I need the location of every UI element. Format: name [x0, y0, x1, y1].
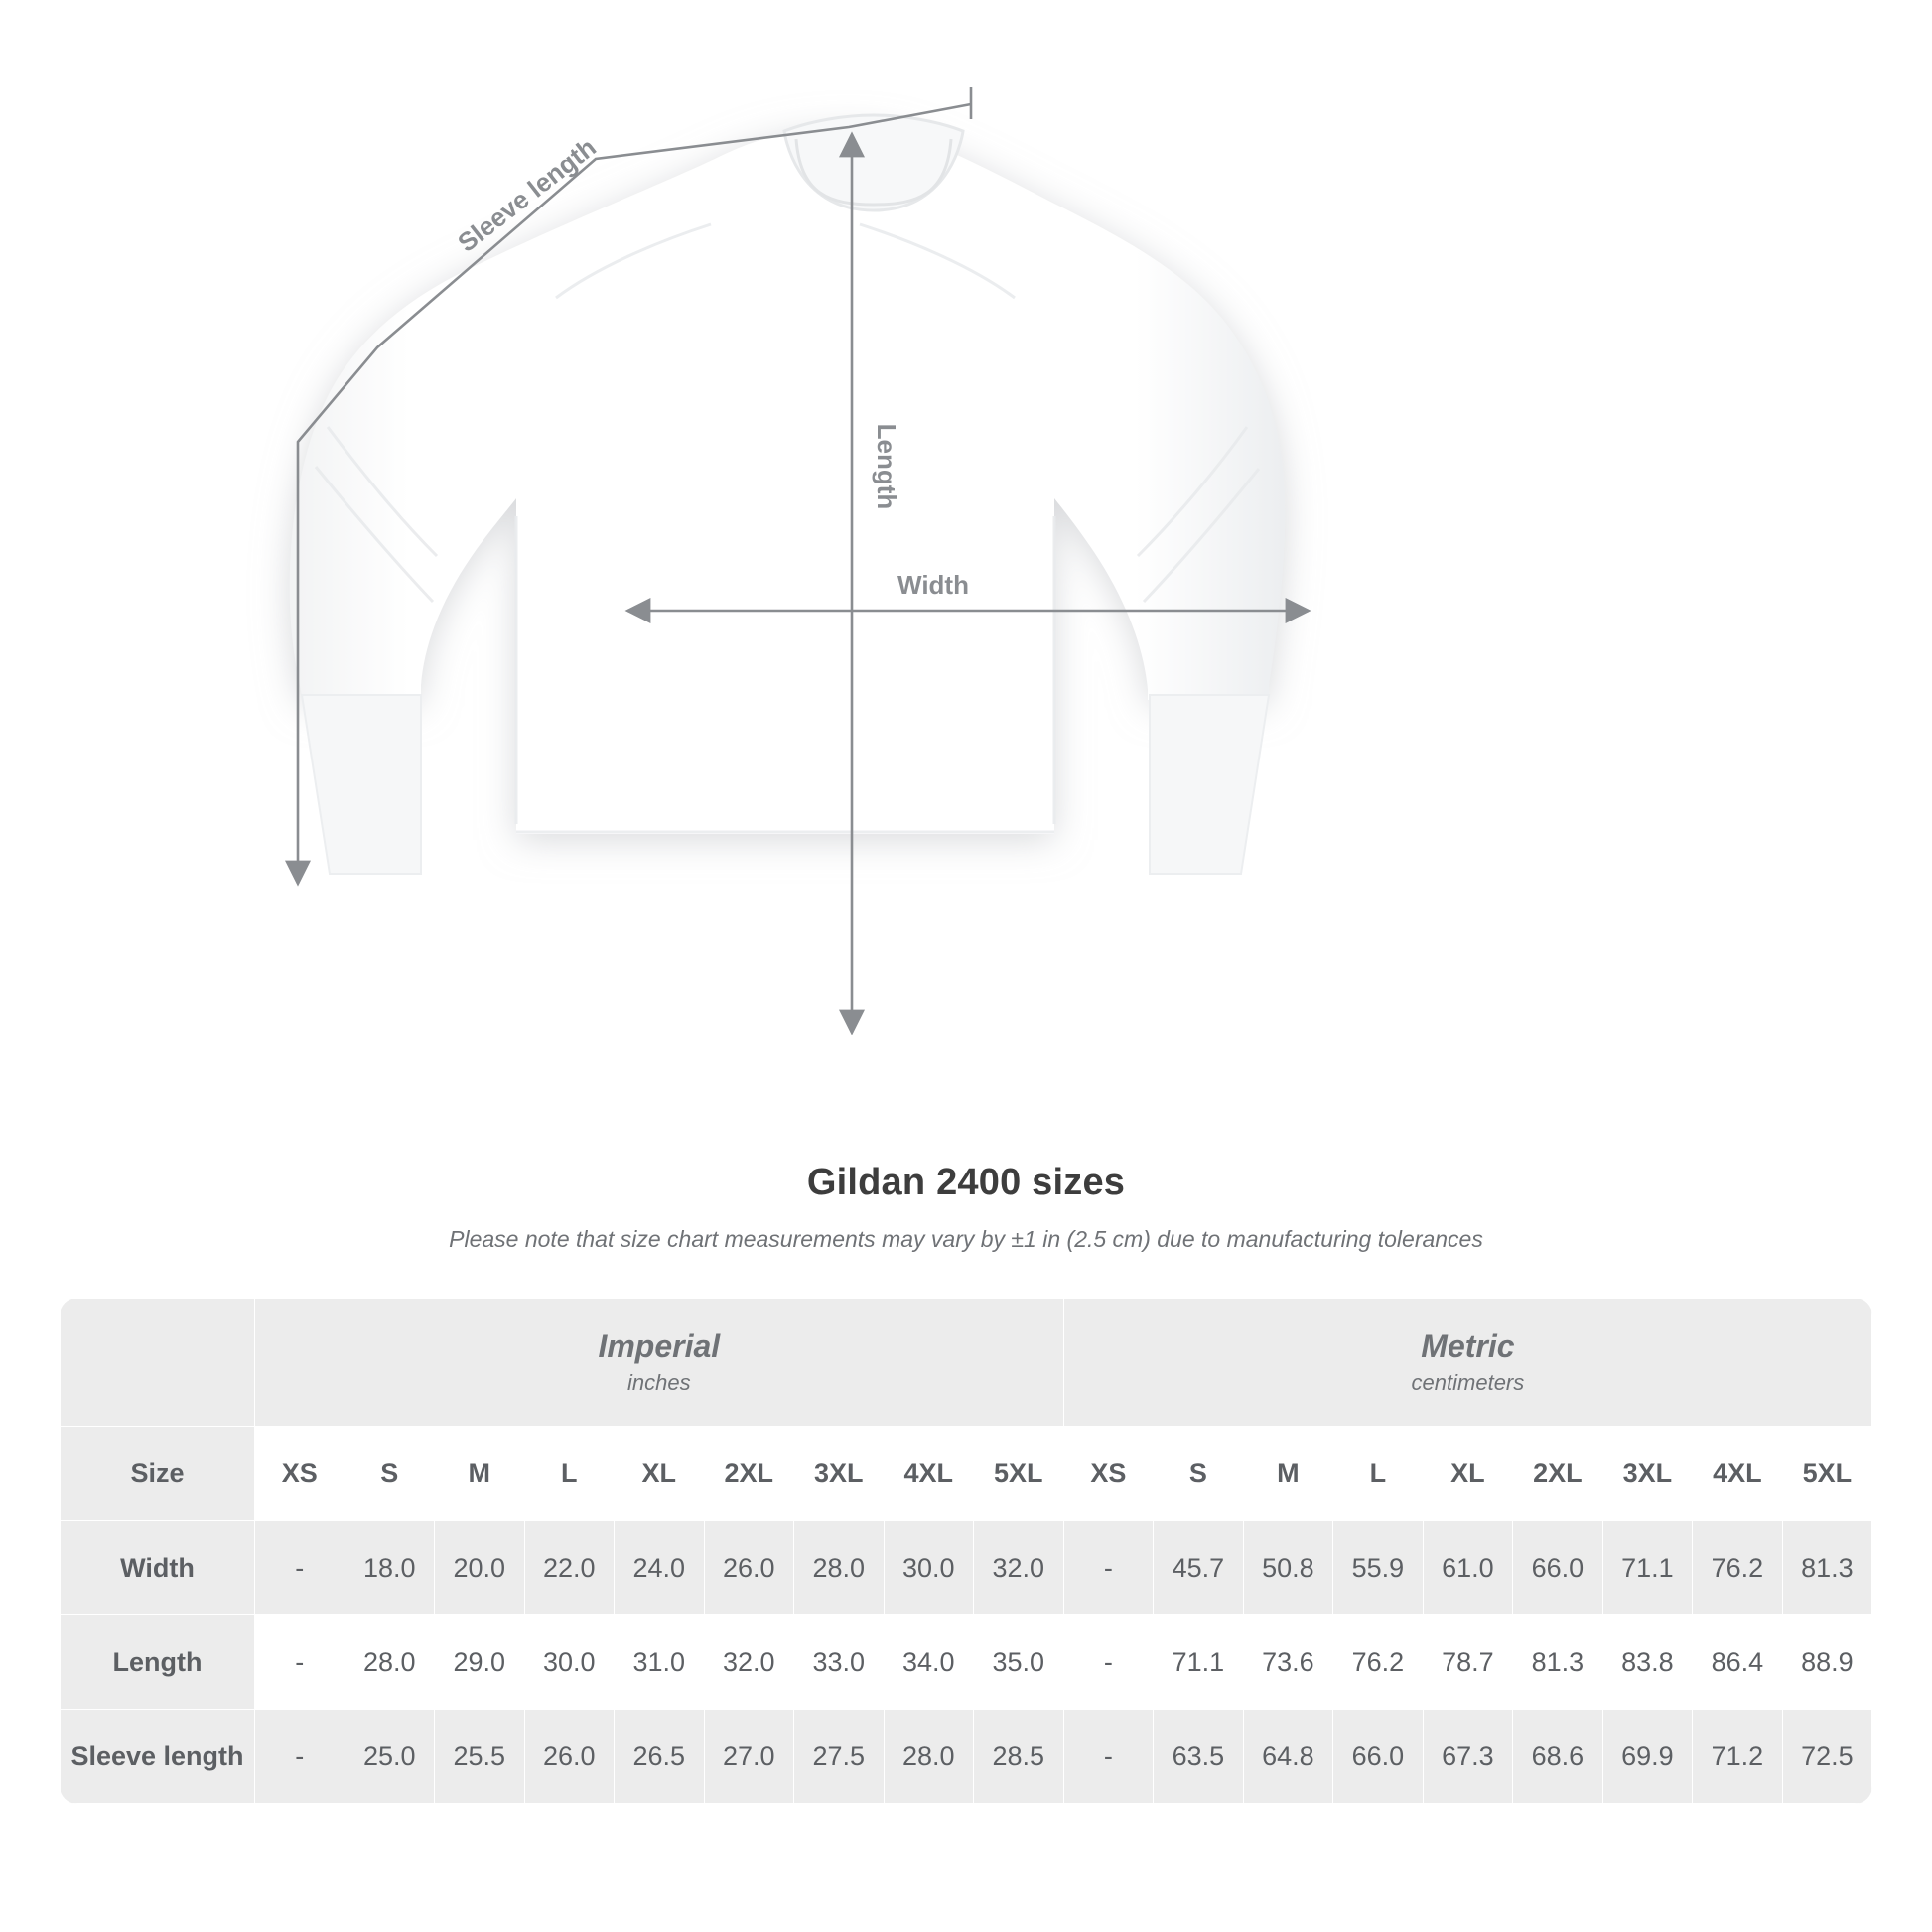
- cell-sleeve-imperial-s: 25.0: [345, 1710, 435, 1804]
- cell-length-metric-xs: -: [1063, 1615, 1154, 1710]
- cell-width-imperial-xl: 24.0: [615, 1521, 705, 1615]
- unit-group-metric-sub: centimeters: [1411, 1369, 1525, 1395]
- size-header-imperial-xl: XL: [615, 1427, 705, 1521]
- size-header-metric-xs: XS: [1063, 1427, 1154, 1521]
- cell-length-imperial-3xl: 33.0: [794, 1615, 885, 1710]
- size-header-imperial-2xl: 2XL: [704, 1427, 794, 1521]
- cell-length-metric-xl: 78.7: [1423, 1615, 1513, 1710]
- size-header-label: Size: [61, 1427, 255, 1521]
- size-header-imperial-l: L: [524, 1427, 615, 1521]
- cell-length-imperial-4xl: 34.0: [884, 1615, 974, 1710]
- cell-sleeve-imperial-2xl: 27.0: [704, 1710, 794, 1804]
- cell-sleeve-metric-5xl: 72.5: [1782, 1710, 1872, 1804]
- cell-width-imperial-2xl: 26.0: [704, 1521, 794, 1615]
- cell-width-metric-3xl: 71.1: [1602, 1521, 1693, 1615]
- unit-group-imperial-sub: inches: [627, 1369, 691, 1395]
- cell-width-metric-2xl: 66.0: [1513, 1521, 1603, 1615]
- size-header-metric-m: M: [1243, 1427, 1333, 1521]
- unit-group-metric-title: Metric: [1421, 1327, 1515, 1364]
- row-label-sleeve-length: Sleeve length: [61, 1710, 255, 1804]
- cell-width-metric-l: 55.9: [1333, 1521, 1424, 1615]
- cell-length-imperial-m: 29.0: [435, 1615, 525, 1710]
- unit-group-imperial: [255, 1299, 1064, 1427]
- width-label: Width: [897, 570, 969, 600]
- size-header-imperial-s: S: [345, 1427, 435, 1521]
- cell-width-imperial-l: 22.0: [524, 1521, 615, 1615]
- cell-sleeve-metric-l: 66.0: [1333, 1710, 1424, 1804]
- cell-width-imperial-5xl: 32.0: [974, 1521, 1064, 1615]
- size-header-imperial-m: M: [435, 1427, 525, 1521]
- unit-group-imperial-title: Imperial: [598, 1327, 721, 1364]
- cell-length-metric-3xl: 83.8: [1602, 1615, 1693, 1710]
- cell-sleeve-imperial-m: 25.5: [435, 1710, 525, 1804]
- unit-header-spacer: [61, 1299, 255, 1427]
- cell-sleeve-imperial-5xl: 28.5: [974, 1710, 1064, 1804]
- chart-title: Gildan 2400 sizes: [806, 1162, 1126, 1203]
- cell-sleeve-metric-3xl: 69.9: [1602, 1710, 1693, 1804]
- cell-sleeve-metric-m: 64.8: [1243, 1710, 1333, 1804]
- cell-length-metric-2xl: 81.3: [1513, 1615, 1603, 1710]
- size-header-metric-s: S: [1154, 1427, 1244, 1521]
- table-row: [61, 1521, 1872, 1615]
- cell-length-imperial-xl: 31.0: [615, 1615, 705, 1710]
- row-label-width: Width: [61, 1521, 255, 1615]
- cell-length-metric-l: 76.2: [1333, 1615, 1424, 1710]
- table-row: [61, 1615, 1872, 1710]
- cell-width-metric-xl: 61.0: [1423, 1521, 1513, 1615]
- cell-width-metric-4xl: 76.2: [1693, 1521, 1783, 1615]
- cell-sleeve-metric-xs: -: [1063, 1710, 1154, 1804]
- size-header-metric-l: L: [1333, 1427, 1424, 1521]
- size-header-metric-5xl: 5XL: [1782, 1427, 1872, 1521]
- cell-sleeve-imperial-4xl: 28.0: [884, 1710, 974, 1804]
- cell-sleeve-metric-4xl: 71.2: [1693, 1710, 1783, 1804]
- size-header-metric-3xl: 3XL: [1602, 1427, 1693, 1521]
- cell-sleeve-imperial-3xl: 27.5: [794, 1710, 885, 1804]
- cell-width-imperial-m: 20.0: [435, 1521, 525, 1615]
- cell-length-imperial-2xl: 32.0: [704, 1615, 794, 1710]
- length-label: Length: [872, 423, 901, 510]
- size-header-imperial-5xl: 5XL: [974, 1427, 1064, 1521]
- size-header-row: [61, 1427, 1872, 1521]
- size-table-wrapper: [60, 1298, 1872, 1804]
- cell-width-metric-m: 50.8: [1243, 1521, 1333, 1615]
- size-chart-table: [60, 1298, 1872, 1804]
- cell-width-metric-s: 45.7: [1154, 1521, 1244, 1615]
- cell-sleeve-metric-xl: 67.3: [1423, 1710, 1513, 1804]
- size-header-imperial-xs: XS: [255, 1427, 345, 1521]
- size-header-imperial-4xl: 4XL: [884, 1427, 974, 1521]
- cell-sleeve-imperial-xl: 26.5: [615, 1710, 705, 1804]
- cell-length-imperial-5xl: 35.0: [974, 1615, 1064, 1710]
- cell-width-imperial-4xl: 30.0: [884, 1521, 974, 1615]
- cell-width-imperial-xs: -: [255, 1521, 345, 1615]
- size-header-metric-xl: XL: [1423, 1427, 1513, 1521]
- cell-width-imperial-3xl: 28.0: [794, 1521, 885, 1615]
- table-row: [61, 1710, 1872, 1804]
- cell-sleeve-metric-s: 63.5: [1154, 1710, 1244, 1804]
- cell-width-metric-5xl: 81.3: [1782, 1521, 1872, 1615]
- cell-length-imperial-xs: -: [255, 1615, 345, 1710]
- cell-length-metric-s: 71.1: [1154, 1615, 1244, 1710]
- size-header-metric-4xl: 4XL: [1693, 1427, 1783, 1521]
- cell-length-imperial-l: 30.0: [524, 1615, 615, 1710]
- cell-length-imperial-s: 28.0: [345, 1615, 435, 1710]
- cell-width-metric-xs: -: [1063, 1521, 1154, 1615]
- cell-sleeve-metric-2xl: 68.6: [1513, 1710, 1603, 1804]
- unit-header-row: [61, 1299, 1872, 1427]
- unit-group-metric: [1063, 1299, 1872, 1427]
- cell-length-metric-5xl: 88.9: [1782, 1615, 1872, 1710]
- cell-length-metric-m: 73.6: [1243, 1615, 1333, 1710]
- shirt-shape: [290, 127, 1286, 834]
- cell-width-imperial-s: 18.0: [345, 1521, 435, 1615]
- cell-length-metric-4xl: 86.4: [1693, 1615, 1783, 1710]
- size-header-metric-2xl: 2XL: [1513, 1427, 1603, 1521]
- sleeve-length-label: Sleeve length: [452, 131, 602, 258]
- size-header-imperial-3xl: 3XL: [794, 1427, 885, 1521]
- cell-sleeve-imperial-l: 26.0: [524, 1710, 615, 1804]
- row-label-length: Length: [61, 1615, 255, 1710]
- cell-sleeve-imperial-xs: -: [255, 1710, 345, 1804]
- chart-note: Please note that size chart measurements may vary by ±1 in (2.5 cm) due to manufacturing tolerances: [449, 1226, 1483, 1252]
